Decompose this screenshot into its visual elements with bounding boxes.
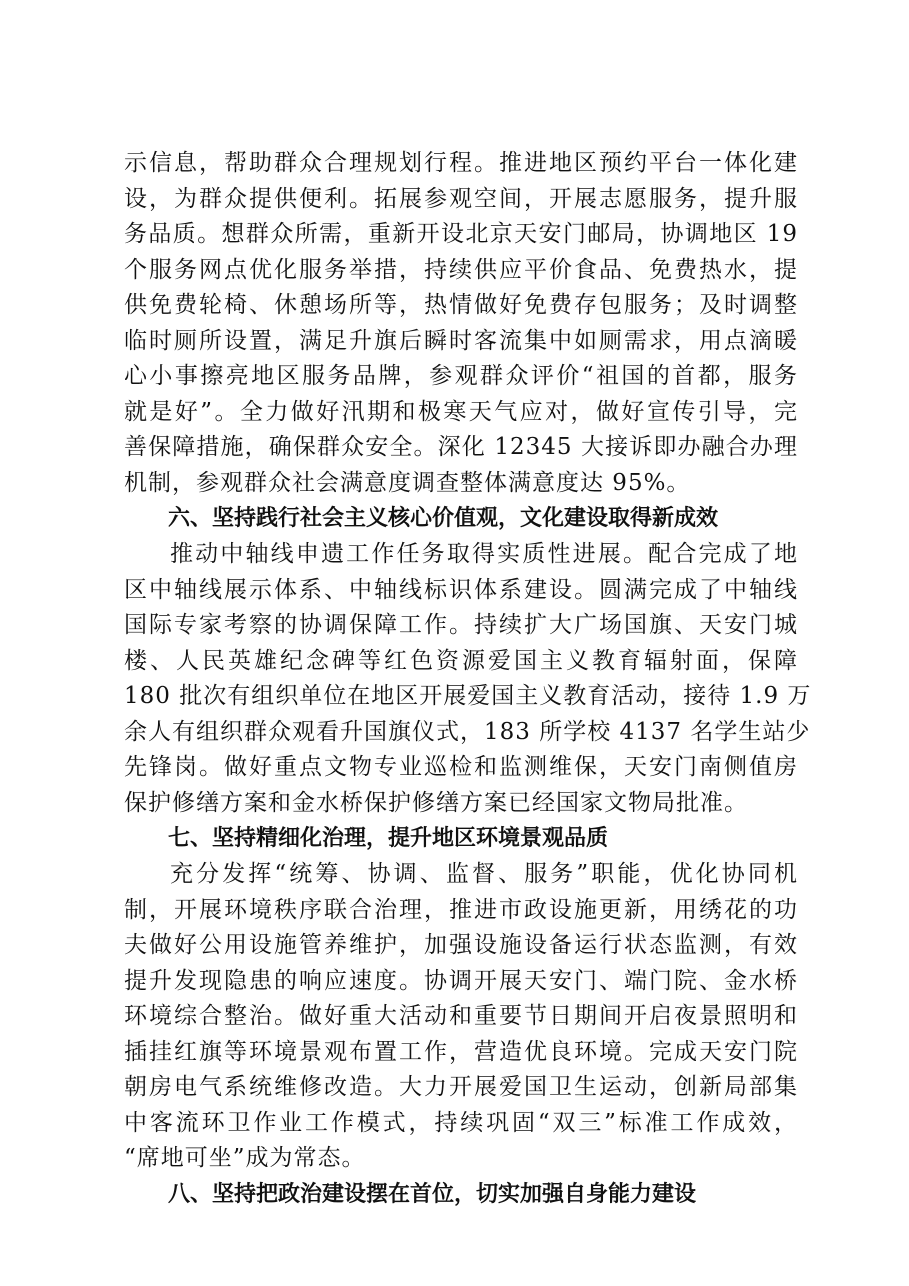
text-line: 环境综合整治。做好重大活动和重要节日期间开启夜景照明和 [124,1003,798,1029]
document-page [124,146,812,1213]
text-line: 制，开展环境秩序联合治理，推进市政设施更新，用绣花的功 [124,896,798,923]
text-line: 就是好”。全力做好汛期和极寒天气应对，做好宣传引导，完 [124,398,798,425]
text-line: 推动中轴线申遗工作任务取得实质性进展。配合完成了地 [170,541,798,567]
text-line: 国际专家考察的协调保障工作。持续扩大广场国旗、天安门城 [124,612,798,638]
text-line: 务品质。想群众所需，重新开设北京天安门邮局，协调地区 19 [124,221,798,247]
text-line: 余人有组织群众观看升国旗仪式，183 所学校 4137 名学生站少 [124,718,811,745]
text-line: 供免费轮椅、休憩场所等，热情做好免费存包服务；及时调整 [124,292,798,318]
text-line: 临时厕所设置，满足升旗后瞬时客流集中如厕需求，用点滴暖 [124,327,798,354]
section-7-paragraph [124,857,798,1177]
text-line: 楼、人民英雄纪念碑等红色资源爱国主义教育辐射面，保障 [124,647,798,674]
section-heading-8: 八、坚持把政治建设摆在首位，切实加强自身能力建设 [168,1181,697,1207]
section-6-paragraph [124,537,812,821]
text-line: 夫做好公用设施管养维护，加强设施设备运行状态监测，有效 [124,932,798,958]
text-line: 插挂红旗等环境景观布置工作，营造优良环境。完成天安门院 [124,1038,798,1065]
text-line: “席地可坐”成为常态。 [124,1145,366,1171]
text-line: 示信息，帮助群众合理规划行程。推进地区预约平台一体化建 [124,150,798,176]
section-heading-7: 七、坚持精细化治理，提升地区环境景观品质 [168,826,609,851]
text-line: 区中轴线展示体系、中轴线标识体系建设。圆满完成了中轴线 [124,576,798,603]
text-line: 先锋岗。做好重点文物专业巡检和监测维保，天安门南侧值房 [124,754,798,780]
text-line: 保护修缮方案和金水桥保护修缮方案已经国家文物局批准。 [124,789,748,816]
text-line: 朝房电气系统维修改造。大力开展爱国卫生运动，创新局部集 [124,1074,798,1100]
text-line: 充分发挥“统筹、协调、监督、服务”职能，优化协同机 [170,861,798,887]
intro-paragraph [124,146,798,501]
text-line: 个服务网点优化服务举措，持续供应平价食品、免费热水，提 [124,256,798,283]
text-line: 提升发现隐患的响应速度。协调开展天安门、端门院、金水桥 [124,967,798,994]
section-heading-6: 六、坚持践行社会主义核心价值观，文化建设取得新成效 [168,506,719,531]
text-line: 中客流环卫作业工作模式，持续巩固“双三”标准工作成效， [124,1109,798,1136]
text-line: 180 批次有组织单位在地区开展爱国主义教育活动，接待 1.9 万 [124,683,812,709]
text-line: 善保障措施，确保群众安全。深化 12345 大接诉即办融合办理 [124,434,798,460]
text-line: 机制，参观群众社会满意度调查整体满意度达 95%。 [124,469,691,496]
text-line: 心小事擦亮地区服务品牌，参观群众评价“祖国的首都，服务 [124,363,798,389]
text-line: 设，为群众提供便利。拓展参观空间，开展志愿服务，提升服 [124,185,798,212]
